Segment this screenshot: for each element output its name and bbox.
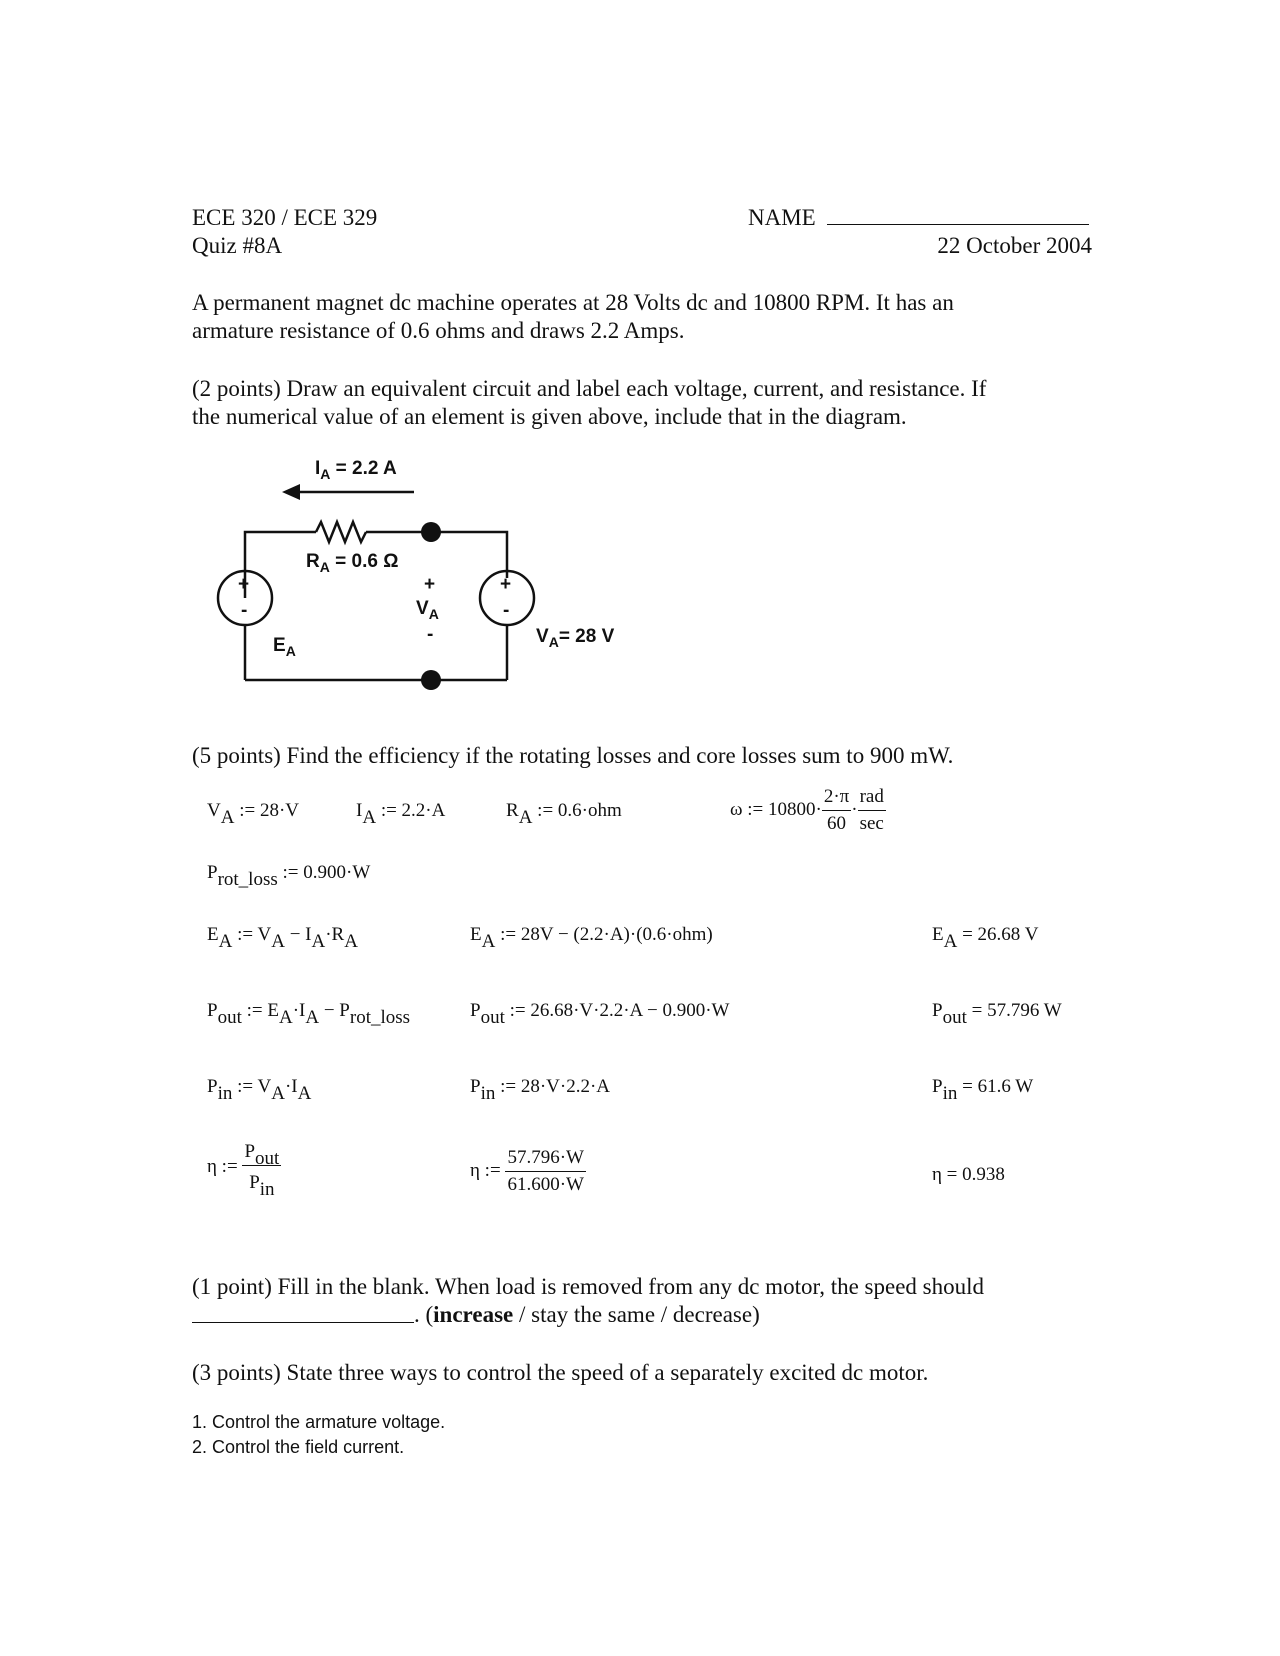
ea-label: $E_A$: [273, 635, 296, 659]
result-pout: $P_{out} = 57.796$ W: [932, 1000, 1062, 1028]
problem-line-2: armature resistance of 0.6 ohms and draws 2.2 Amps.: [192, 318, 685, 343]
q3-line-2: . (increase / stay the same / decrease): [192, 1300, 760, 1329]
omega-fraction-1: $\frac{2\cdot\pi}{60}$: [823, 786, 850, 834]
numeric-pin: $P_{in}$ := 28·V·2.2·A: [470, 1076, 611, 1104]
def-va: $V_A$ := 28·V: [207, 800, 300, 828]
terminal-plus: +: [424, 574, 436, 595]
va-value-label: $V_A= 28$ V: [536, 626, 615, 650]
q2-text: (5 points) Find the efficiency if the rotating losses and core losses sum to 900 mW.: [192, 743, 954, 768]
terminal-bottom: [421, 670, 441, 690]
terminal-minus: -: [427, 624, 434, 645]
course-title: ECE 320 / ECE 329: [192, 205, 378, 230]
va-source-plus: +: [500, 574, 512, 595]
name-label: NAME: [748, 205, 816, 230]
def-omega: ω := 10800· $\frac{2\cdot\pi}{60}$ · $\frac{\text{rad}}{\sec}$: [730, 786, 884, 834]
formula-pout: $P_{out}$ := $E_A\cdot I_A - P_{rot\_loss}$: [207, 1000, 411, 1028]
terminal-top: [421, 522, 441, 542]
def-prot-loss: $P_{rot\_loss}$ := 0.900·W: [207, 862, 371, 890]
q4-answer-1: 1. Control the armature voltage.: [192, 1412, 446, 1432]
formula-pin: $P_{in}$ := $V_A\cdot I_A$: [207, 1076, 312, 1104]
q3-line-1: (1 point) Fill in the blank. When load is removed from any dc motor, the speed should: [192, 1274, 985, 1299]
q4-answer-2: 2. Control the field current.: [192, 1437, 405, 1457]
current-label: $I_A = 2.2$ A: [315, 458, 397, 482]
q1-line-2: the numerical value of an element is given above, include that in the diagram.: [192, 404, 907, 429]
ea-plus: +: [238, 574, 250, 595]
omega-fraction-2: $\frac{\text{rad}}{\sec}$: [859, 786, 884, 834]
problem-line-1: A permanent magnet dc machine operates at 28 Volts dc and 10800 RPM. It has an: [192, 290, 954, 315]
ea-minus: -: [241, 600, 248, 621]
quiz-number: Quiz #8A: [192, 233, 283, 258]
resistor-label: $R_A = 0.6$ Ω: [306, 551, 399, 575]
def-ia: $I_A$ := 2.2·A: [356, 800, 446, 828]
resistor-symbol: [316, 522, 366, 542]
numeric-ea: $E_A$ := 28V − (2.2·A)·(0.6·ohm): [470, 924, 713, 952]
current-arrow-head: [282, 484, 300, 500]
q3-selected-option: increase: [433, 1302, 514, 1327]
eta-fraction: $\frac{P_{out}}{P_{in}}$: [244, 1141, 280, 1200]
result-pin: $P_{in} = 61.6$ W: [932, 1076, 1034, 1104]
eta-numeric-fraction: $\frac{57.796\cdot W}{61.600\cdot W}$: [507, 1147, 584, 1195]
q1-line-1: (2 points) Draw an equivalent circuit and label each voltage, current, and resistance. If: [192, 376, 987, 401]
numeric-eta: η := $\frac{57.796\cdot W}{61.600\cdot W}$: [470, 1147, 584, 1195]
q4-text: (3 points) State three ways to control the speed of a separately excited dc motor.: [192, 1360, 929, 1385]
formula-ea: $E_A$ := $V_A - I_A\cdot R_A$: [207, 924, 358, 952]
numeric-pout: $P_{out}$ := 26.68·V·2.2·A − 0.900·W: [470, 1000, 730, 1028]
def-ra: $R_A$ := 0.6·ohm: [506, 800, 622, 828]
quiz-date: 22 October 2004: [937, 233, 1092, 258]
formula-eta: η := $\frac{P_{out}}{P_{in}}$: [207, 1141, 280, 1200]
q3-answer-blank: [192, 1300, 414, 1323]
equivalent-circuit: [0, 0, 1280, 720]
result-eta: η = 0.938: [932, 1164, 1005, 1185]
va-source-minus: -: [503, 600, 510, 621]
terminal-va-label: $V_A$: [416, 598, 439, 622]
result-ea: $E_A = 26.68$ V: [932, 924, 1039, 952]
